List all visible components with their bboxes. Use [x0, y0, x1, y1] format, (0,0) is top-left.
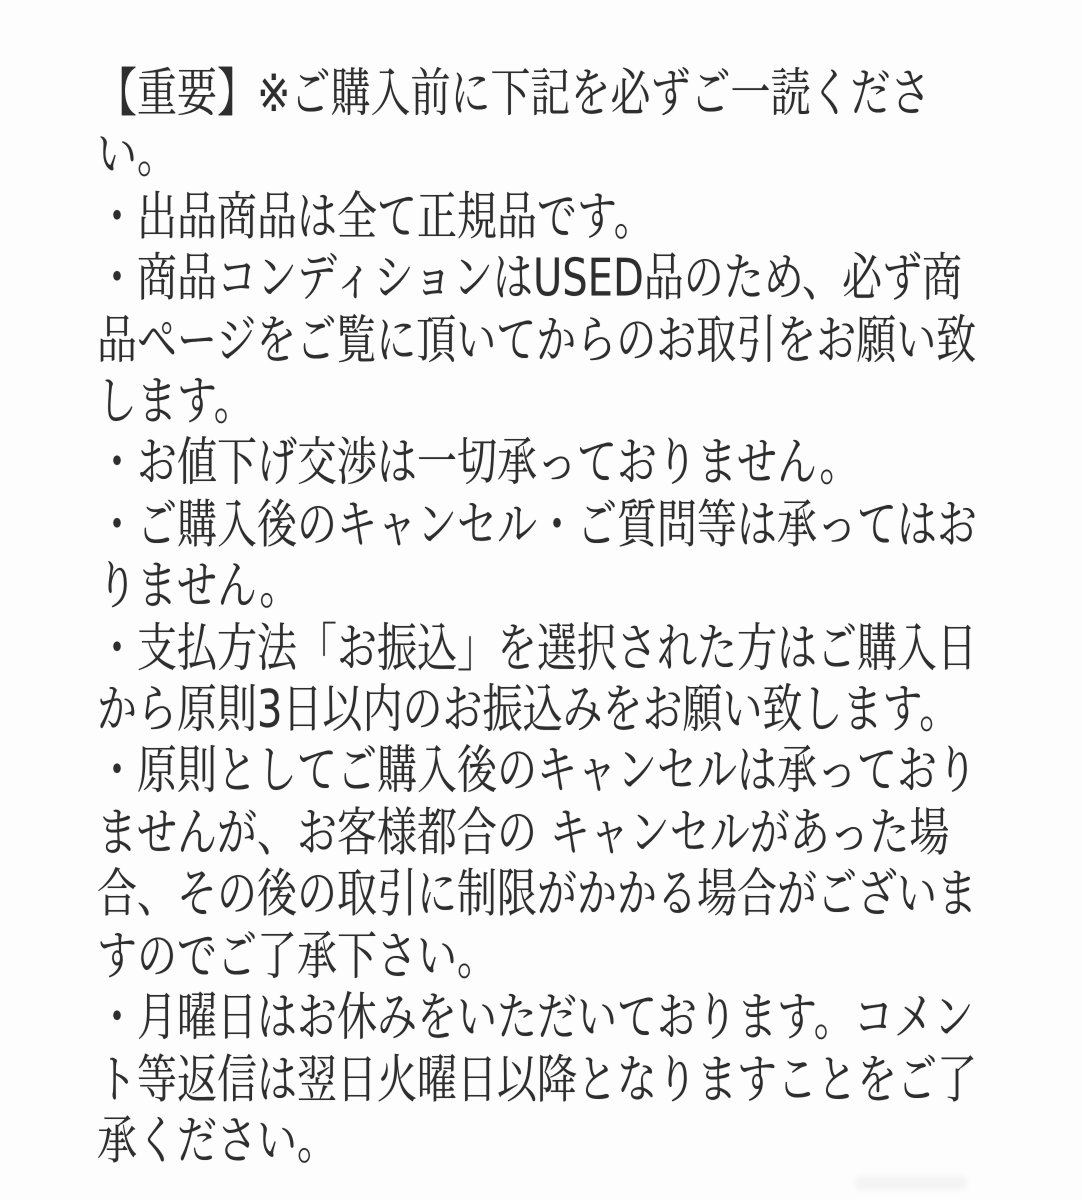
notice-item-no-price-negotiation: ・お値下げ交渉は一切承っておりません。 [97, 433, 860, 494]
notice-item-monday-closed: ・月曜日はお休みをいただいております。コメント等返信は翌日火曜日以降となりますことをご了承ください。 [97, 988, 977, 1172]
notice-title: 【重要】※ご購入前に下記を必ずご一読ください。 [97, 64, 931, 186]
notice-item-cancel-restriction: ・原則としてご購入後のキャンセルは承っておりませんが、お客様都合の キャンセルがあった場合、その後の取引に制限がかかる場合がございますのでご了承下さい。 [97, 741, 977, 987]
watermark-smudge [855, 1176, 967, 1190]
notice-item-bank-transfer-deadline: ・支払方法「お振込」を選択された方はご購入日から原則3日以内のお振込みをお願い致します。 [97, 618, 977, 741]
notice-item-used-condition: ・商品コンディションはUSED品のため、必ず商品ページをご覧に頂いてからのお取引をお願い致します。 [97, 248, 977, 432]
notice-item-authenticity: ・出品商品は全て正規品です。 [97, 187, 654, 248]
notice-body [97, 64, 983, 1173]
notice-item-no-cancel-questions: ・ご購入後のキャンセル・ご質問等は承ってはおりません。 [97, 495, 977, 617]
